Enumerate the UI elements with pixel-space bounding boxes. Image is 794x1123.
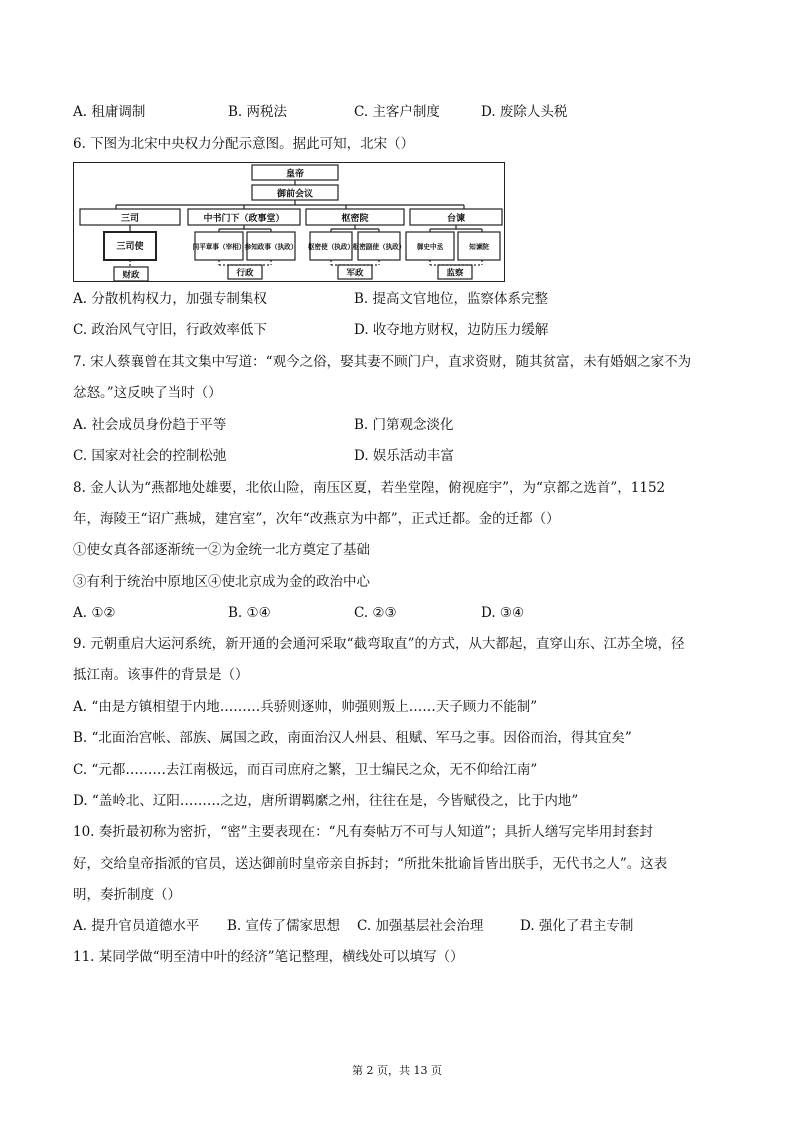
q9-option-d: D. “盖岭北、辽阳………之边，唐所谓羁縻之州，往往在是，今皆赋役之，比于内地” <box>73 793 579 809</box>
emperor-label: 皇帝 <box>285 169 305 180</box>
q6-option-b: B. 提高文官地位，监察体系完整 <box>354 291 549 307</box>
page-footer: 第 2 页，共 13 页 <box>352 1064 442 1077</box>
q7-stem-line1: 7. 宋人蔡襄曾在其文集中写道：“观今之俗，娶其妻不顾门户，直求资财，随其贫富，未有婚姻之家不为 <box>73 354 692 370</box>
q5-option-a: A. 租庸调制 <box>73 104 146 120</box>
sub-zaixiang: 同平章事（宰相） <box>192 243 246 251</box>
q6-option-d: D. 收夺地方财权，边防压力缓解 <box>354 322 549 338</box>
q8-stem-line2: 年，海陵王“诏广燕城，建宫室”，次年“改燕京为中都”，正式迁都。金的迁都（） <box>73 511 560 527</box>
sub-canzhi: 参知政事（执政） <box>244 243 298 251</box>
q10-option-a: A. 提升官员道德水平 <box>73 918 200 934</box>
sub-shumishi: 枢密使（执政） <box>307 243 355 251</box>
domain-admin: 行政 <box>236 268 254 279</box>
sub-yushi: 御史中丞 <box>416 243 444 251</box>
q7-stem-line2: 忿怒。”这反映了当时（） <box>73 385 222 401</box>
diagram-svg <box>74 163 506 283</box>
domain-military: 军政 <box>346 268 364 279</box>
q7-option-c: C. 国家对社会的控制松弛 <box>73 448 227 464</box>
q11-stem: 11. 某同学做“明至清中叶的经济”笔记整理，横线处可以填写（） <box>73 949 464 965</box>
q5-option-c: C. 主客户制度 <box>354 104 440 120</box>
q9-stem-line2: 抵江南。该事件的背景是（） <box>73 667 249 683</box>
domain-supervision: 监察 <box>446 268 464 279</box>
q8-items-line2: ③有利于统治中原地区④使北京成为金的政治中心 <box>73 574 370 590</box>
branch-sansi: 三司 <box>120 214 140 224</box>
q9-option-c: C. “元都………去江南极远，而百司庶府之繁，卫士编民之众，无不仰给江南” <box>73 762 538 778</box>
branch-zhongshu: 中书门下（政事堂） <box>203 214 285 224</box>
sub-sansishi: 三司使 <box>116 242 144 252</box>
q10-option-c: C. 加强基层社会治理 <box>357 918 484 934</box>
q8-option-b: B. ①④ <box>228 605 271 621</box>
sub-zhijianyuan: 知谏院 <box>469 243 489 251</box>
q6-stem: 6. 下图为北宋中央权力分配示意图。据此可知，北宋（） <box>73 136 415 152</box>
q9-option-b: B. “北面治宫帐、部族、属国之政，南面治汉人州县、租赋、军马之事。因俗而治，得其宜矣” <box>73 730 632 746</box>
q8-option-c: C. ②③ <box>354 605 397 621</box>
q6-option-a: A. 分散机构权力，加强专制集权 <box>73 291 267 307</box>
q8-items-line1: ①使女真各部逐渐统一②为金统一北方奠定了基础 <box>73 542 370 558</box>
q8-stem-line1: 8. 金人认为“燕都地处雄要，北依山险，南压区夏，若坐堂隍，俯视庭宇”，为“京都之选首”，1152 <box>73 480 666 496</box>
domain-finance: 财政 <box>122 270 140 281</box>
q10-option-d: D. 强化了君主专制 <box>520 918 634 934</box>
q5-option-d: D. 废除人头税 <box>481 104 568 120</box>
q10-option-b: B. 宣传了儒家思想 <box>227 918 341 934</box>
q8-option-a: A. ①② <box>73 605 116 621</box>
q6-option-c: C. 政治风气守旧，行政效率低下 <box>73 322 267 338</box>
q7-option-d: D. 娱乐活动丰富 <box>354 448 454 464</box>
q9-option-a: A. “由是方镇相望于内地………兵骄则逐帅，帅强则叛上……天子顾力不能制” <box>73 699 538 715</box>
q7-option-a: A. 社会成员身份趋于平等 <box>73 417 227 433</box>
q9-stem-line1: 9. 元朝重启大运河系统，新开通的会通河采取“截弯取直”的方式，从大都起，直穿山东、江苏全境，径 <box>73 636 685 652</box>
council-label: 御前会议 <box>276 189 314 200</box>
q10-stem-line2: 好，交给皇帝指派的官员，送达御前时皇帝亲自拆封；“所批朱批谕旨皆出朕手，无代书之人”。这表 <box>73 856 668 872</box>
q10-stem-line1: 10. 奏折最初称为密折，“密”主要表现在：“凡有奏帖万不可与人知道”；具折人缮写完毕用封套封 <box>73 824 653 840</box>
sub-shumifushi: 枢密副使（执政） <box>352 243 406 251</box>
q5-option-b: B. 两税法 <box>228 104 288 120</box>
song-power-diagram <box>73 162 505 282</box>
q10-stem-line3: 明，奏折制度（） <box>73 887 181 903</box>
q8-option-d: D. ③④ <box>481 605 525 621</box>
branch-shumiyuan: 枢密院 <box>341 214 369 224</box>
branch-taijian: 台谏 <box>446 214 466 224</box>
q7-option-b: B. 门第观念淡化 <box>354 417 454 433</box>
